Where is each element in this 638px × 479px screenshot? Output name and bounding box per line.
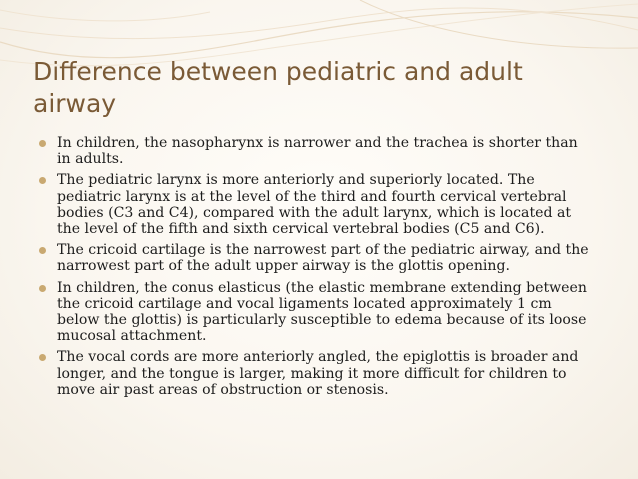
bullet-list xyxy=(39,135,591,403)
bullet-item: The pediatric larynx is more anteriorly and superiorly located. The pediatric larynx is at the level of the third and fourth cervical vertebral bodies (C3 and C4), compared with the adult larynx, which is located at the level of the fifth and sixth cervical vertebral bodies (C5 and C6). xyxy=(39,172,591,237)
bullet-item: The vocal cords are more anteriorly angled, the epiglottis is broader and longer, and the tongue is larger, making it more difficult for children to move air past areas of obstruction or stenosis. xyxy=(39,349,591,398)
slide-title: Difference between pediatric and adult airway xyxy=(33,57,523,118)
bullet-item: In children, the conus elasticus (the elastic membrane extending between the cricoid cartilage and vocal ligaments located approximately 1 cm below the glottis) is particularly susceptible to edema because of its loose mucosal attachment. xyxy=(39,280,591,345)
bullet-item: The cricoid cartilage is the narrowest part of the pediatric airway, and the narrowest part of the adult upper airway is the glottis opening. xyxy=(39,242,591,274)
bullet-item: In children, the nasopharynx is narrower and the trachea is shorter than in adults. xyxy=(39,135,591,167)
